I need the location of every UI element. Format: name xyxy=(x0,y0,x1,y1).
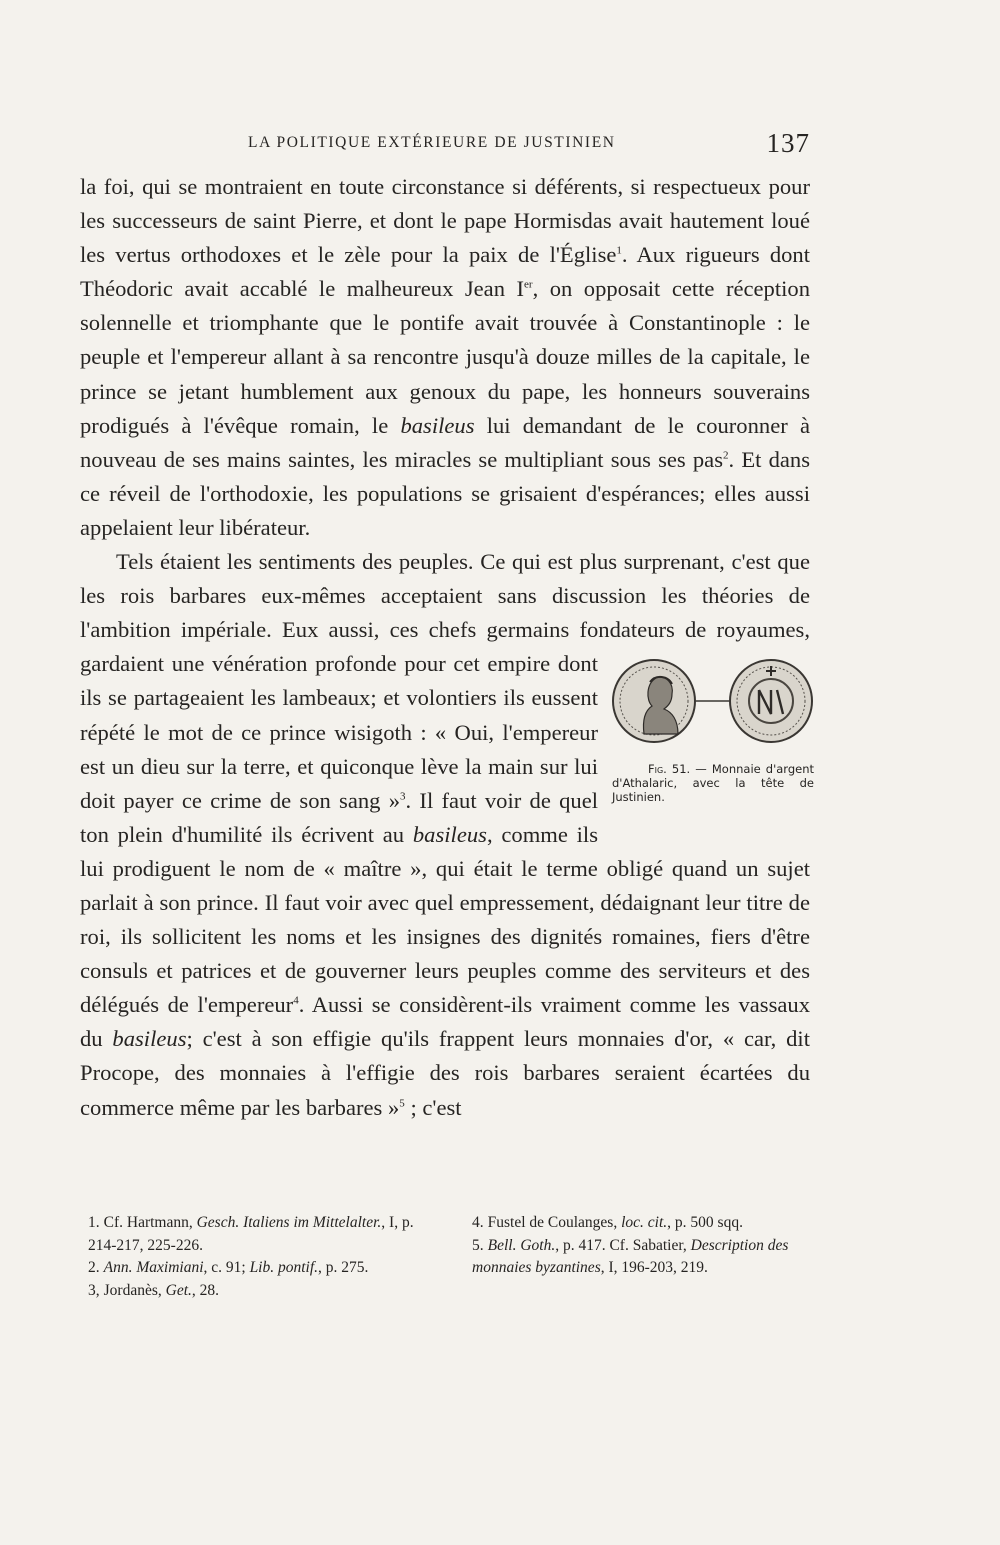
text-run: , p. 275. xyxy=(318,1259,369,1276)
text-run: . Il faut voir de quel ton plein d'humilité ils écrivent au xyxy=(80,787,599,847)
figure-caption-text: — Monnaie d'argent d'Athalaric, avec la tête de Justinien. xyxy=(612,762,814,805)
text-run: , c. 91; xyxy=(203,1259,250,1276)
footnote-number: 1. xyxy=(88,1214,100,1231)
coin-illustration xyxy=(612,654,814,754)
footnote-number: 5. xyxy=(472,1236,484,1254)
coin-reverse-icon xyxy=(730,660,812,742)
text-run: , 28. xyxy=(191,1281,220,1299)
text-run: . Et dans ce réveil de l'orthodoxie, les populations se grisaient d'espérances; elles aussi appelaient leur libérateur. xyxy=(80,446,810,540)
text-run: ; c'est à son effigie qu'ils frappent leurs monnaies d'or, « car, dit Procope, des monnaies à l'effigie des rois barbares seraient écartées du commerce même par les barbares » xyxy=(80,1026,810,1120)
italic-title: Bell. Goth. xyxy=(487,1236,556,1254)
footnote-number: 3, xyxy=(88,1281,100,1299)
text-run: . Aux rigueurs dont Théodoric avait accablé le malheureux Jean I xyxy=(80,242,810,302)
coin-obverse-icon xyxy=(613,660,695,742)
italic-title: Description des monnaies byzantines xyxy=(472,1236,789,1276)
coin-figure xyxy=(612,647,814,847)
page-number: 137 xyxy=(766,128,810,158)
italic-basileus: basileus xyxy=(412,821,487,847)
footnote-ref-3: 3 xyxy=(400,790,406,803)
footnotes-right-column xyxy=(472,1212,810,1280)
figure-label: Fig. 51. xyxy=(648,762,691,777)
text-run: , I, 196-203, 219. xyxy=(600,1259,708,1276)
footnote-4 xyxy=(472,1212,810,1235)
footnote-ref-4: 4 xyxy=(293,994,299,1007)
text-run: la foi, qui se montraient en toute circonstance si déférents, si respectueux pour les successeurs de saint Pierre, et dont le pape Hormisdas avait hautement loué les vertus orthodoxes et le zèle pour la paix de l'Église xyxy=(80,174,810,268)
footnote-1 xyxy=(88,1212,428,1257)
footnote-ref-1: 1 xyxy=(616,244,622,257)
italic-title: Gesch. Italiens im Mittelalter. xyxy=(196,1214,382,1231)
running-title: LA POLITIQUE EXTÉRIEURE DE JUSTINIEN xyxy=(248,134,616,151)
italic-title: Ann. Maximiani xyxy=(103,1259,204,1276)
footnote-ref-5: 5 xyxy=(399,1097,405,1109)
text-run: , p. 417. Cf. Sabatier, xyxy=(555,1236,691,1254)
text-run: . Aussi se considèrent-ils vraiment comme les vassaux du xyxy=(80,992,810,1052)
text-run: lui demandant de le couronner à nouveau de ses mains saintes, les miracles se multipliant sous ses pas xyxy=(80,412,810,472)
text-run: , comme ils lui prodiguent le nom de « maître », qui était le terme obligé quand un sujet parlait à son prince. Il faut voir avec quel empressement, dédaignant leur titre de roi, ils sollicitent les noms et les insignes des dignités romaines, fiers d'être consuls et patrices et de gouverner leurs peuples comme des serviteurs et des délégués de l'empereur xyxy=(80,821,810,1018)
footnote-5 xyxy=(472,1235,810,1280)
superscript-er: er xyxy=(524,278,533,291)
paragraph-2 xyxy=(80,545,814,1125)
text-run: ; c'est xyxy=(404,1094,462,1120)
figure-caption xyxy=(612,762,814,804)
text-run: , on opposait cette réception solennelle et triomphante que le pontife avait trouvée à Constantinople : le peuple et l'empereur allant à sa rencontre jusqu'à douze milles de la capitale, le prince se jetant humblement aux genoux du pape, les honneurs souverains prodigués à l'évêque romain, le xyxy=(80,276,811,438)
italic-title: Get. xyxy=(165,1281,192,1299)
text-run: Tels étaient les sentiments des peuples. Ce qui est plus surprenant, c'est que les rois barbares eux-mêmes acceptaient sans discussion les théories de l'ambition impériale. Eux aussi, ces chefs germains fondateurs de xyxy=(80,549,810,643)
footnote-3 xyxy=(88,1280,428,1303)
footnote-number: 4. xyxy=(472,1214,484,1231)
italic-basileus: basileus xyxy=(400,412,475,438)
text-run: , p. 500 sqq. xyxy=(667,1214,743,1231)
text-run: Jordanès, xyxy=(103,1281,166,1299)
footnote-number: 2. xyxy=(88,1259,100,1276)
italic-basileus: basileus xyxy=(112,1026,187,1052)
running-head xyxy=(80,130,810,160)
paragraph-1 xyxy=(80,170,810,545)
text-run: royaumes, gardaient une vénération profonde pour cet empire dont ils se partageaient les lambeaux; et volontiers ils eussent répété le mot de ce prince wisigoth : « Oui, l'empereur est un dieu sur la terre, et quiconque lève la main sur lui doit payer ce crime de son sang » xyxy=(80,617,810,813)
footnote-2 xyxy=(88,1257,428,1280)
footnote-ref-2: 2 xyxy=(723,449,729,462)
italic-title: Lib. pontif. xyxy=(249,1259,319,1276)
text-run: Cf. Hartmann, xyxy=(103,1214,197,1231)
text-run: , I, p. 214-217, 225-226. xyxy=(88,1214,414,1254)
footnotes-left-column xyxy=(88,1212,428,1302)
text-run: Fustel de Coulanges, xyxy=(487,1214,622,1231)
body-text xyxy=(80,170,814,1125)
italic-title: loc. cit. xyxy=(621,1214,668,1231)
